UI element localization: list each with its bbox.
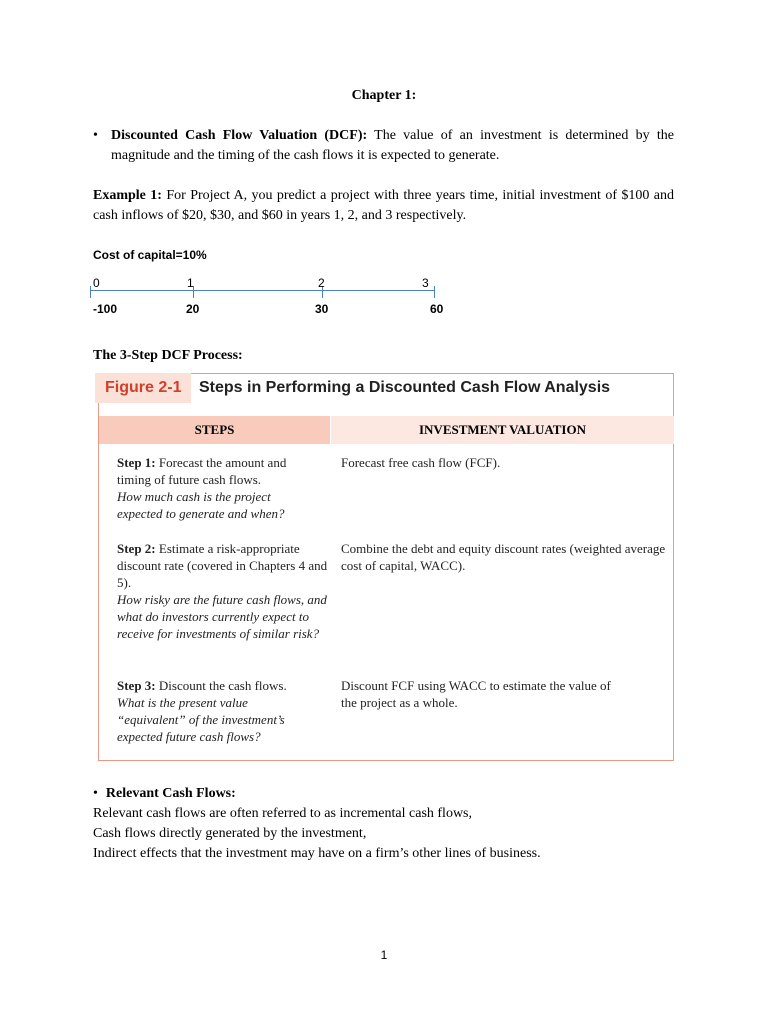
step-text: Estimate a risk-appropriate discount rate (covered in Chapters 4 and 5). [117, 541, 328, 590]
dcf-bullet [93, 126, 674, 166]
timeline-year: 0 [93, 276, 100, 290]
bullet-dot: • [93, 128, 98, 143]
example-paragraph [93, 186, 674, 226]
steps-column-header: STEPS [99, 416, 330, 444]
step-question: What is the present value “equivalent” of the investment’s expected future cash flows? [117, 695, 285, 744]
cost-of-capital: Cost of capital=10% [93, 248, 207, 262]
example-label: Example 1: [93, 188, 162, 203]
step-cell [117, 540, 329, 642]
timeline-tick [434, 286, 435, 298]
figure-header [95, 373, 676, 413]
step-label: Step 1: [117, 455, 156, 470]
valuation-column-header: INVESTMENT VALUATION [331, 416, 674, 444]
timeline-cash-flow: 20 [186, 302, 200, 316]
steps-heading: The 3-Step DCF Process: [93, 348, 243, 363]
relevant-cash-flows-heading [93, 786, 236, 802]
dcf-text [111, 126, 674, 166]
figure-label: Figure 2-1 [95, 373, 191, 403]
step-label: Step 2: [117, 541, 156, 556]
timeline-year: 1 [187, 276, 194, 290]
relevant-line: Cash flows directly generated by the investment, [93, 826, 367, 841]
step-text: Discount the cash flows. [155, 678, 287, 693]
dcf-definition: The value of an investment is determined by the magnitude and the timing of the cash flows it is expected to generate. [111, 128, 674, 163]
step-cell [117, 677, 317, 745]
dcf-figure [98, 373, 674, 761]
bullet-dot: • [93, 786, 98, 801]
timeline-cash-flow: 30 [315, 302, 329, 316]
step-label: Step 3: [117, 678, 156, 693]
relevant-line: Relevant cash flows are often referred to as incremental cash flows, [93, 806, 473, 821]
timeline-year: 2 [318, 276, 325, 290]
chapter-title: Chapter 1: [351, 88, 417, 103]
example-text: For Project A, you predict a project with three years time, initial investment of $100 and cash inflows of $20, $30, and $60 in years 1, 2, and 3 respectively. [93, 188, 674, 223]
step-question: How much cash is the project expected to generate and when? [117, 489, 285, 521]
relevant-heading-text: Relevant Cash Flows: [105, 786, 236, 801]
dcf-term: Discounted Cash Flow Valuation (DCF): [111, 128, 368, 143]
valuation-cell: Combine the debt and equity discount rates (weighted average cost of capital, WACC). [341, 541, 666, 573]
timeline-cash-flow: 60 [430, 302, 444, 316]
step-text: Forecast the amount and timing of future cash flows. [117, 455, 287, 487]
figure-title: Steps in Performing a Discounted Cash Flow Analysis [199, 379, 611, 396]
valuation-cell: Discount FCF using WACC to estimate the value of the project as a whole. [341, 678, 611, 710]
timeline-axis [90, 290, 434, 291]
relevant-line: Indirect effects that the investment may have on a firm’s other lines of business. [93, 846, 541, 861]
timeline-cash-flow: -100 [93, 302, 118, 316]
step-question: How risky are the future cash flows, and what do investors currently expect to receive for investments of similar risk? [117, 592, 327, 641]
timeline-year: 3 [422, 276, 429, 290]
valuation-cell: Forecast free cash flow (FCF). [341, 455, 501, 470]
page-number: 1 [380, 948, 388, 962]
timeline-tick [90, 286, 91, 298]
step-cell [117, 454, 317, 522]
